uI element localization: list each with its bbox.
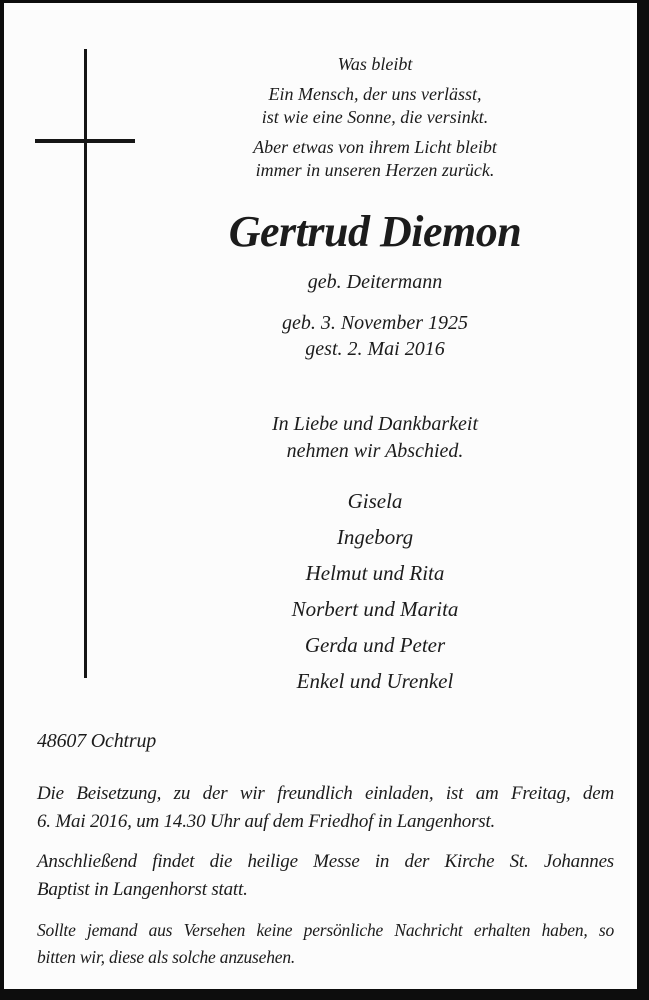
notice-paragraph — [37, 917, 614, 971]
funeral-info-line: 6. Mai 2016, um 14.30 Uhr auf dem Friedhof in Langenhorst. — [37, 811, 496, 832]
funeral-info-line: Die Beisetzung, zu der wir freundlich einladen, ist am Freitag, dem — [37, 783, 614, 804]
cross-icon-vertical-bar — [84, 49, 87, 678]
mourner-item: Enkel und Urenkel — [296, 669, 454, 693]
epigraph-line: immer in unseren Herzen zurück. — [255, 160, 495, 180]
birth-date: geb. 3. November 1925 — [281, 312, 469, 334]
epigraph-stanza — [140, 136, 610, 182]
life-dates — [140, 310, 610, 362]
mourner-item: Norbert und Marita — [291, 597, 459, 621]
maiden-name: geb. Deitermann — [307, 271, 443, 293]
city-line: 48607 Ochtrup — [37, 730, 157, 752]
farewell-line: In Liebe und Dankbarkeit — [271, 413, 479, 435]
epigraph-line: ist wie eine Sonne, die versinkt. — [261, 107, 489, 127]
epigraph-line: Aber etwas von ihrem Licht bleibt — [253, 137, 497, 157]
death-date: gest. 2. Mai 2016 — [305, 338, 445, 360]
epigraph-stanza — [140, 83, 610, 129]
mourners-list — [140, 483, 610, 699]
notice-line: Sollte jemand aus Versehen keine persönliche Nachricht erhalten haben, so — [37, 920, 614, 940]
obituary-center-column — [140, 3, 610, 699]
mourner-item: Gisela — [347, 489, 403, 513]
farewell-line: nehmen wir Abschied. — [286, 440, 464, 462]
funeral-details-block — [37, 729, 614, 971]
notice-line: bitten wir, diese als solche anzusehen. — [37, 947, 296, 967]
farewell-text — [140, 411, 610, 465]
mass-info-paragraph — [37, 848, 614, 904]
mourner-item: Helmut und Rita — [305, 561, 445, 585]
mass-info-line: Baptist in Langenhorst statt. — [37, 879, 248, 900]
epigraph-title: Was bleibt — [337, 54, 413, 74]
mass-info-line: Anschließend findet die heilige Messe in der Kirche St. Johannes — [37, 851, 614, 872]
mourner-item: Gerda und Peter — [304, 633, 446, 657]
epigraph-poem — [140, 53, 610, 182]
mourner-item: Ingeborg — [336, 525, 414, 549]
epigraph-line: Ein Mensch, der uns verlässt, — [268, 84, 482, 104]
deceased-name: Gertrud Diemon — [228, 207, 522, 256]
funeral-info-paragraph — [37, 780, 614, 836]
cross-icon-horizontal-bar — [35, 139, 135, 143]
